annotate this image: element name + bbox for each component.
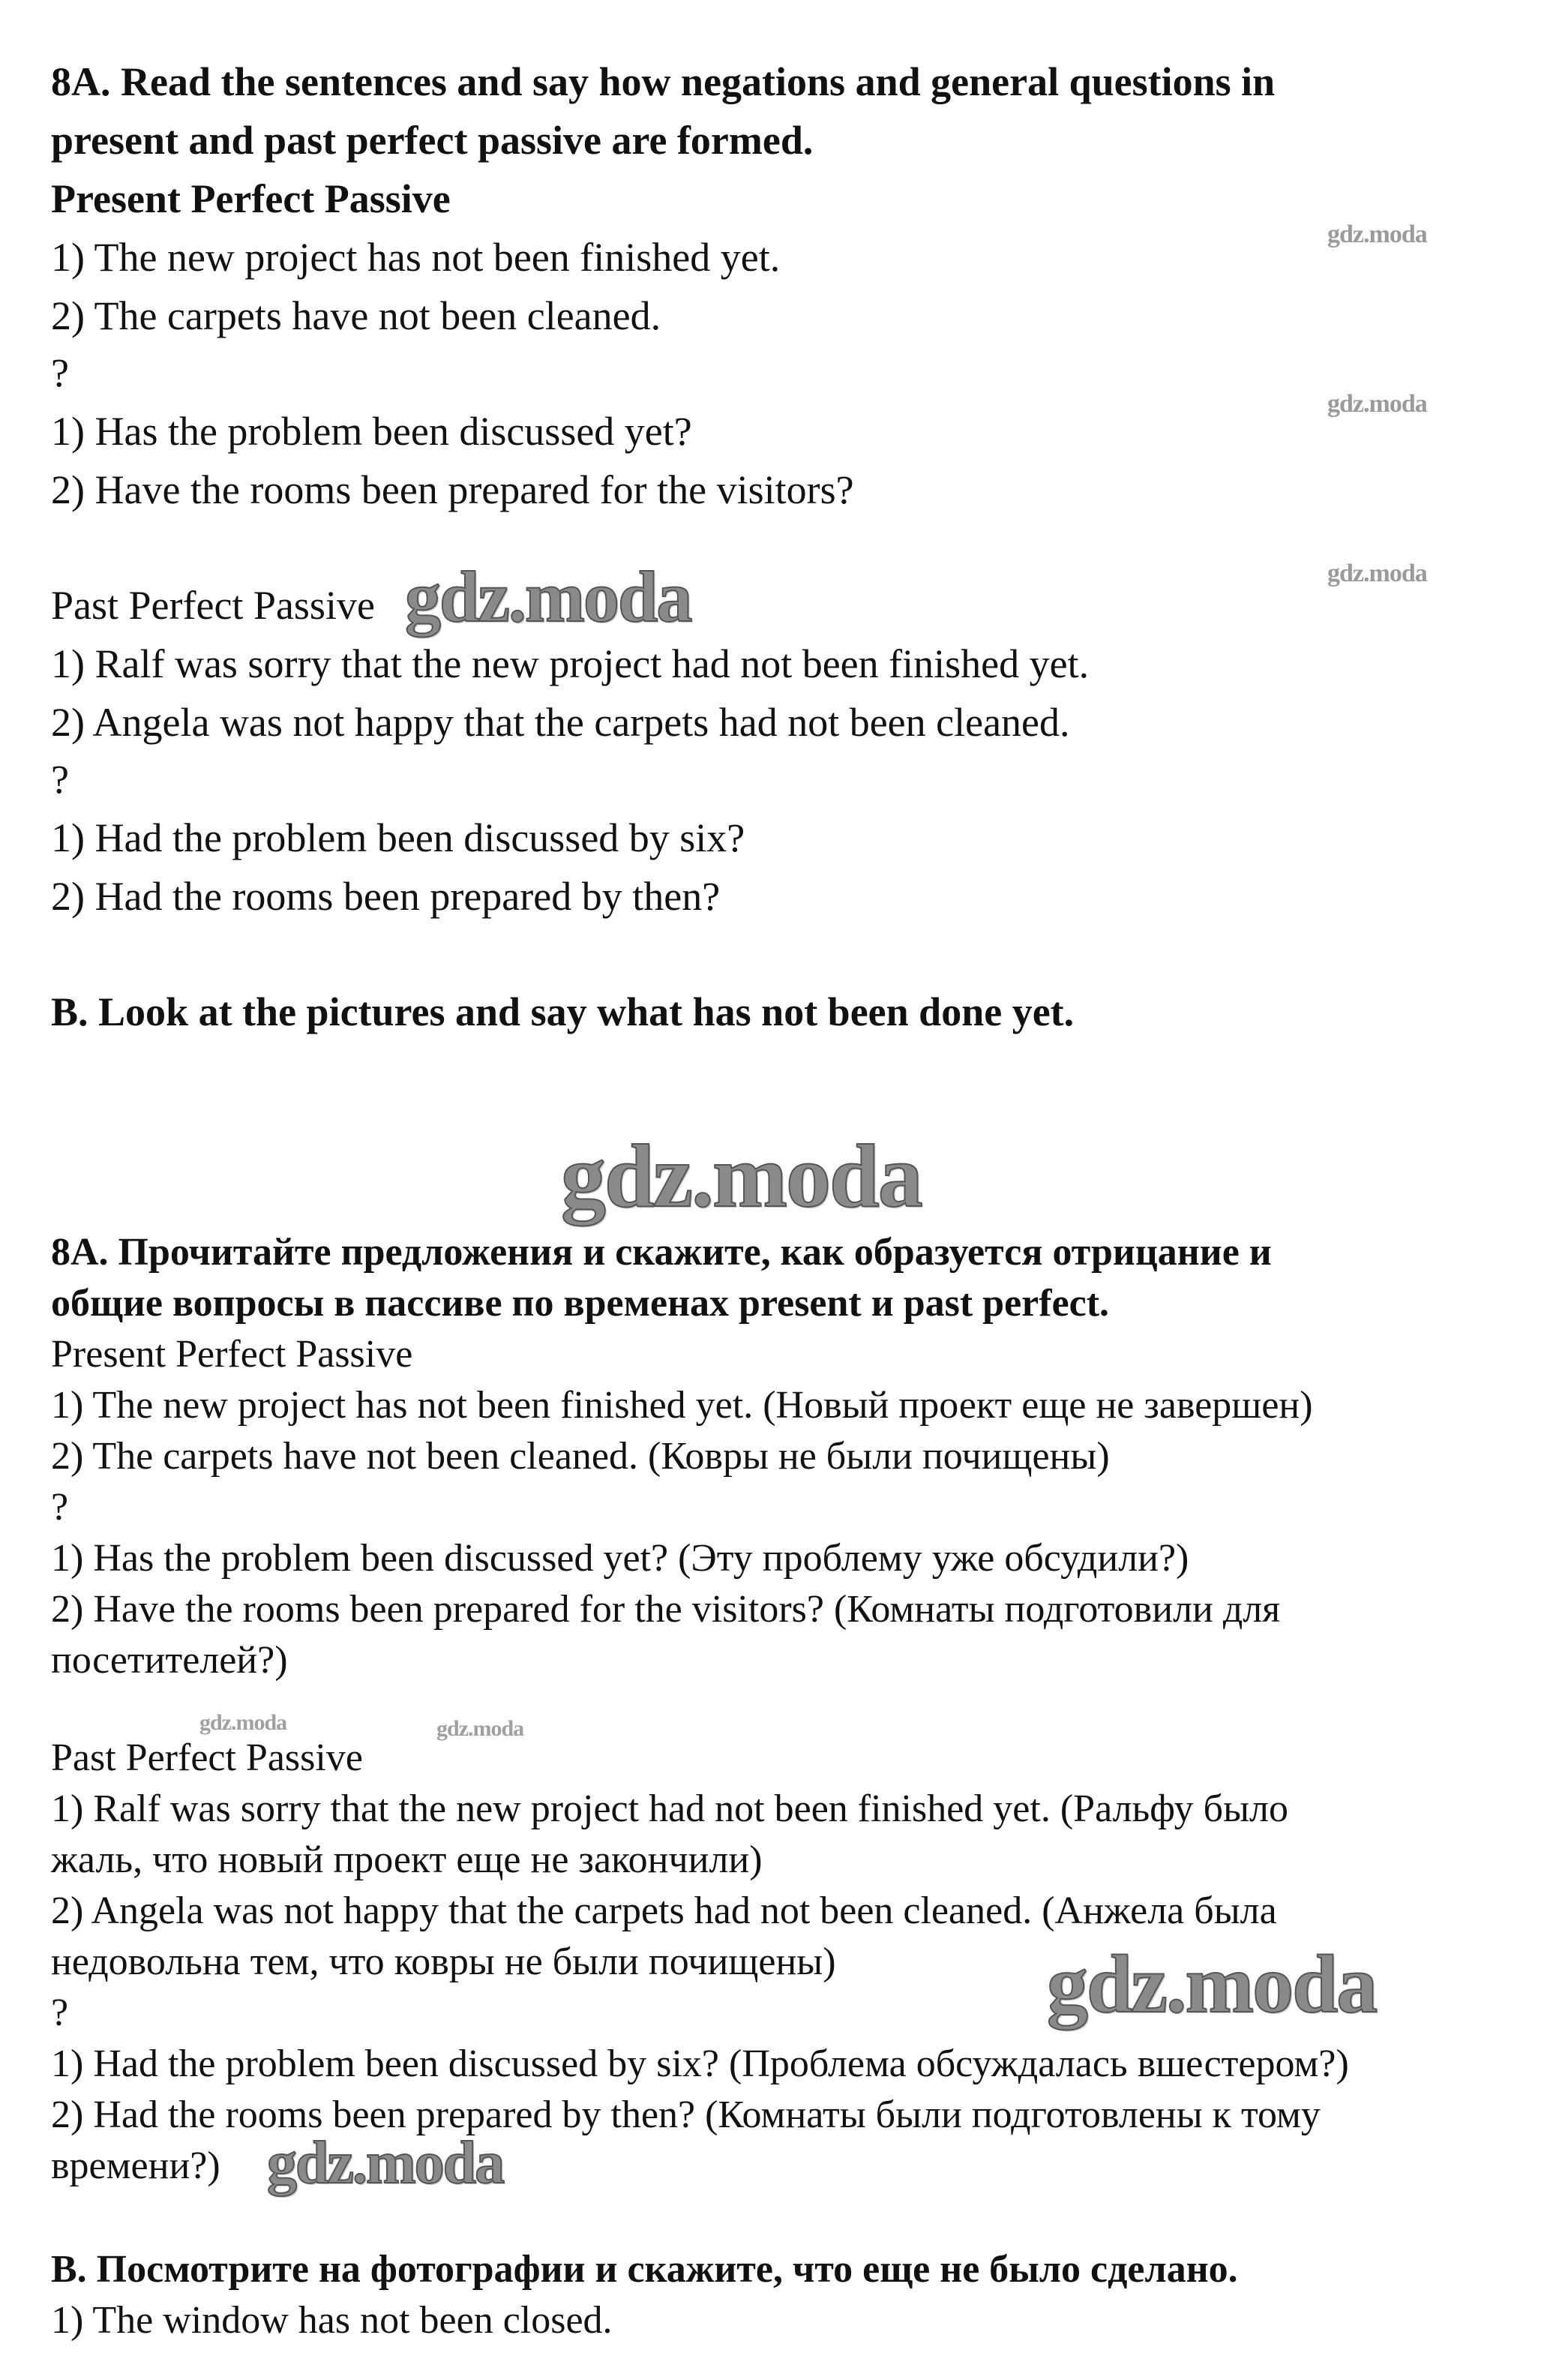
ru-present-question-mark: ?	[51, 1486, 69, 1529]
ru-present-question-2-line1: 2) Have the rooms been prepared for the visitors? (Комнаты подготовили для	[51, 1588, 1281, 1631]
ru-present-negation-1: 1) The new project has not been finished yet. (Новый проект еще не завершен)	[51, 1384, 1313, 1427]
past-negation-1: 1) Ralf was sorry that the new project had not been finished yet.	[51, 641, 1090, 686]
present-negation-1: 1) The new project has not been finished yet.	[51, 235, 781, 280]
past-question-mark: ?	[51, 757, 69, 802]
watermark-logo-tiny: gdz.moda	[199, 1710, 287, 1735]
ru-past-question-2-line1: 2) Had the rooms been prepared by then? (Комнаты были подготовлены к тому	[51, 2093, 1321, 2136]
ru-past-question-2-line2: времени?)	[51, 2144, 220, 2187]
ru-present-question-1: 1) Has the problem been discussed yet? (Эту проблему уже обсудили?)	[51, 1537, 1189, 1580]
ru-present-negation-2: 2) The carpets have not been cleaned. (Ковры не были почищены)	[51, 1435, 1110, 1478]
ru-past-question-1: 1) Had the problem been discussed by six? (Проблема обсуждалась вшестером?)	[51, 2042, 1349, 2085]
ru-task-a-title-line1: 8A. Прочитайте предложения и скажите, как образуется отрицание и	[51, 1231, 1272, 1274]
task-b-title: B. Look at the pictures and say what has not been done yet.	[51, 989, 1075, 1034]
present-question-1: 1) Has the problem been discussed yet?	[51, 409, 692, 454]
present-question-2: 2) Have the rooms been prepared for the visitors?	[51, 467, 854, 512]
ru-task-b-title: B. Посмотрите на фотографии и скажите, что еще не было сделано.	[51, 2248, 1238, 2291]
watermark-logo-small: gdz.moda	[1327, 221, 1427, 248]
present-perfect-heading: Present Perfect Passive	[51, 176, 451, 221]
past-negation-2: 2) Angela was not happy that the carpets had not been cleaned.	[51, 700, 1070, 745]
past-perfect-heading: Past Perfect Passive	[51, 583, 375, 628]
task-a-title-line1: 8A. Read the sentences and say how negations and general questions in	[51, 59, 1276, 104]
ru-past-negation-1-line1: 1) Ralf was sorry that the new project had not been finished yet. (Ральфу было	[51, 1787, 1289, 1830]
ru-past-negation-1-line2: жаль, что новый проект еще не закончили)	[51, 1838, 763, 1881]
ru-past-negation-2-line1: 2) Angela was not happy that the carpets had not been cleaned. (Анжела была	[51, 1889, 1277, 1932]
watermark-logo-small: gdz.moda	[1327, 390, 1427, 418]
ru-past-negation-2-line2: недовольна тем, что ковры не были почищены)	[51, 1940, 836, 1983]
watermark-logo-large: gdz.moda	[267, 2130, 504, 2196]
watermark-logo-large: gdz.moda	[1047, 1938, 1377, 2030]
present-negation-2: 2) The carpets have not been cleaned.	[51, 293, 661, 338]
ru-present-perfect-heading: Present Perfect Passive	[51, 1333, 413, 1376]
ru-task-a-title-line2: общие вопросы в пассиве по временах present и past perfect.	[51, 1282, 1110, 1325]
watermark-logo-large: gdz.moda	[561, 1126, 922, 1226]
present-question-mark: ?	[51, 350, 69, 395]
watermark-logo-tiny: gdz.moda	[436, 1716, 524, 1741]
ru-past-question-mark: ?	[51, 1991, 69, 2034]
past-question-2: 2) Had the rooms been prepared by then?	[51, 874, 721, 919]
watermark-logo-large: gdz.moda	[405, 557, 691, 637]
watermark-logo-small: gdz.moda	[1327, 560, 1427, 587]
ru-past-perfect-heading: Past Perfect Passive	[51, 1736, 363, 1779]
past-question-1: 1) Had the problem been discussed by six?	[51, 815, 745, 860]
ru-present-question-2-line2: посетителей?)	[51, 1639, 288, 1682]
task-a-title-line2: present and past perfect passive are formed.	[51, 118, 814, 163]
ru-answer-1: 1) The window has not been closed.	[51, 2299, 613, 2342]
